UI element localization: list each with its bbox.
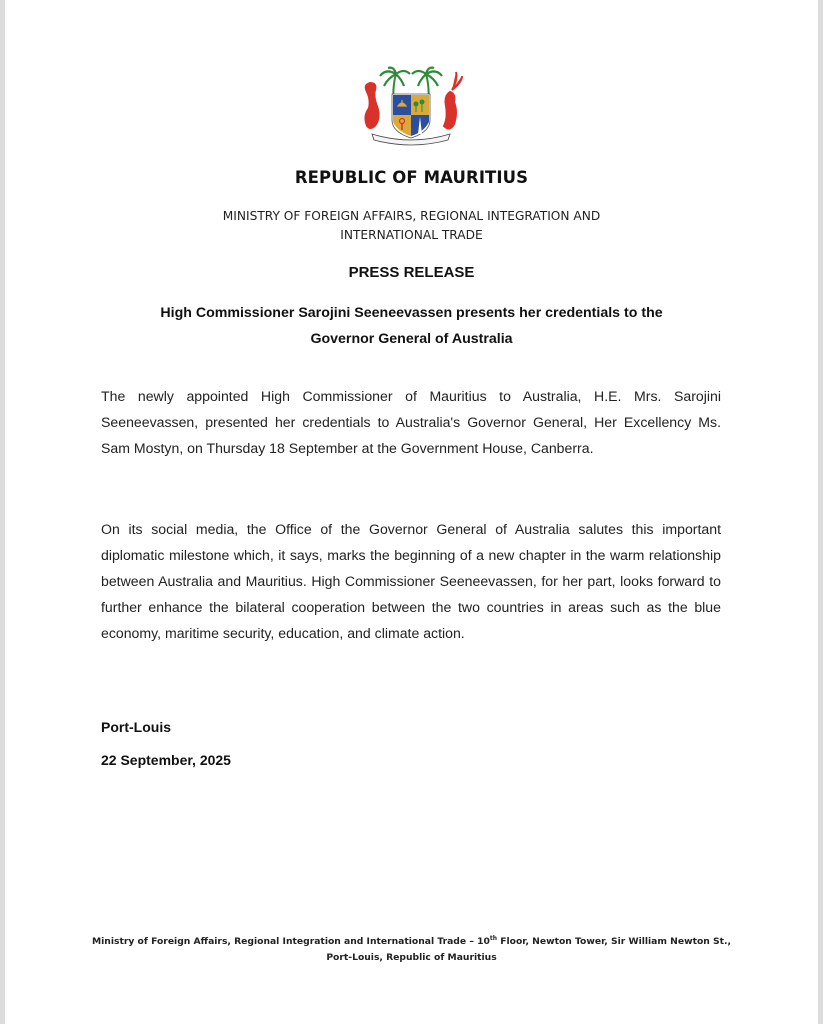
shield-icon: [392, 94, 430, 138]
document-page: [5, 0, 818, 1024]
body-paragraph-2: On its social media, the Office of the Governor General of Australia salutes this important diplomatic milestone which, it says, marks the beginning of a new chapter in the warm relationship between Australia and Mauritius. High Commissioner Seeneevassen, for her part, looks forward to further enhance the bilateral cooperation between the two countries in areas such as the blue economy, maritime security, education, and climate action.: [101, 521, 721, 641]
headline-line-1: High Commissioner Sarojini Seeneevassen presents her credentials to the: [160, 305, 663, 321]
ministry-heading: [0, 207, 823, 245]
body-paragraph-1: The newly appointed High Commissioner of Mauritius to Australia, H.E. Mrs. Sarojini Seeneevassen, presented her credentials to Australia's Governor General, Her Excellency Ms. Sam Mostyn, on Thursday 18 September at the Government House, Canberra.: [101, 388, 721, 456]
page-edge-right: [818, 0, 823, 1024]
sambar-deer-supporter-icon: [444, 72, 462, 129]
dateline-date: 22 September, 2025: [101, 752, 231, 768]
coat-of-arms-icon: [358, 66, 464, 146]
dateline-place: Port-Louis: [101, 719, 171, 735]
footer-line-1-suffix: Floor, Newton Tower, Sir William Newton St.,: [497, 936, 731, 948]
ministry-line-1: MINISTRY OF FOREIGN AFFAIRS, REGIONAL INTEGRATION AND: [222, 209, 601, 223]
footer-line-1: [0, 931, 823, 950]
dodo-supporter-icon: [364, 82, 379, 129]
document-type-label: PRESS RELEASE: [348, 264, 475, 281]
footer-line-2: Port-Louis, Republic of Mauritius: [326, 952, 497, 964]
footer-ordinal-suffix: th: [489, 935, 498, 942]
footer-line-1-prefix: Ministry of Foreign Affairs, Regional Integration and International Trade – 10: [92, 936, 490, 948]
press-release-headline: [0, 300, 823, 352]
ministry-line-2: INTERNATIONAL TRADE: [340, 228, 483, 242]
country-heading: REPUBLIC OF MAURITIUS: [294, 168, 529, 187]
headline-line-2: Governor General of Australia: [310, 331, 513, 347]
footer-address: [0, 931, 823, 966]
